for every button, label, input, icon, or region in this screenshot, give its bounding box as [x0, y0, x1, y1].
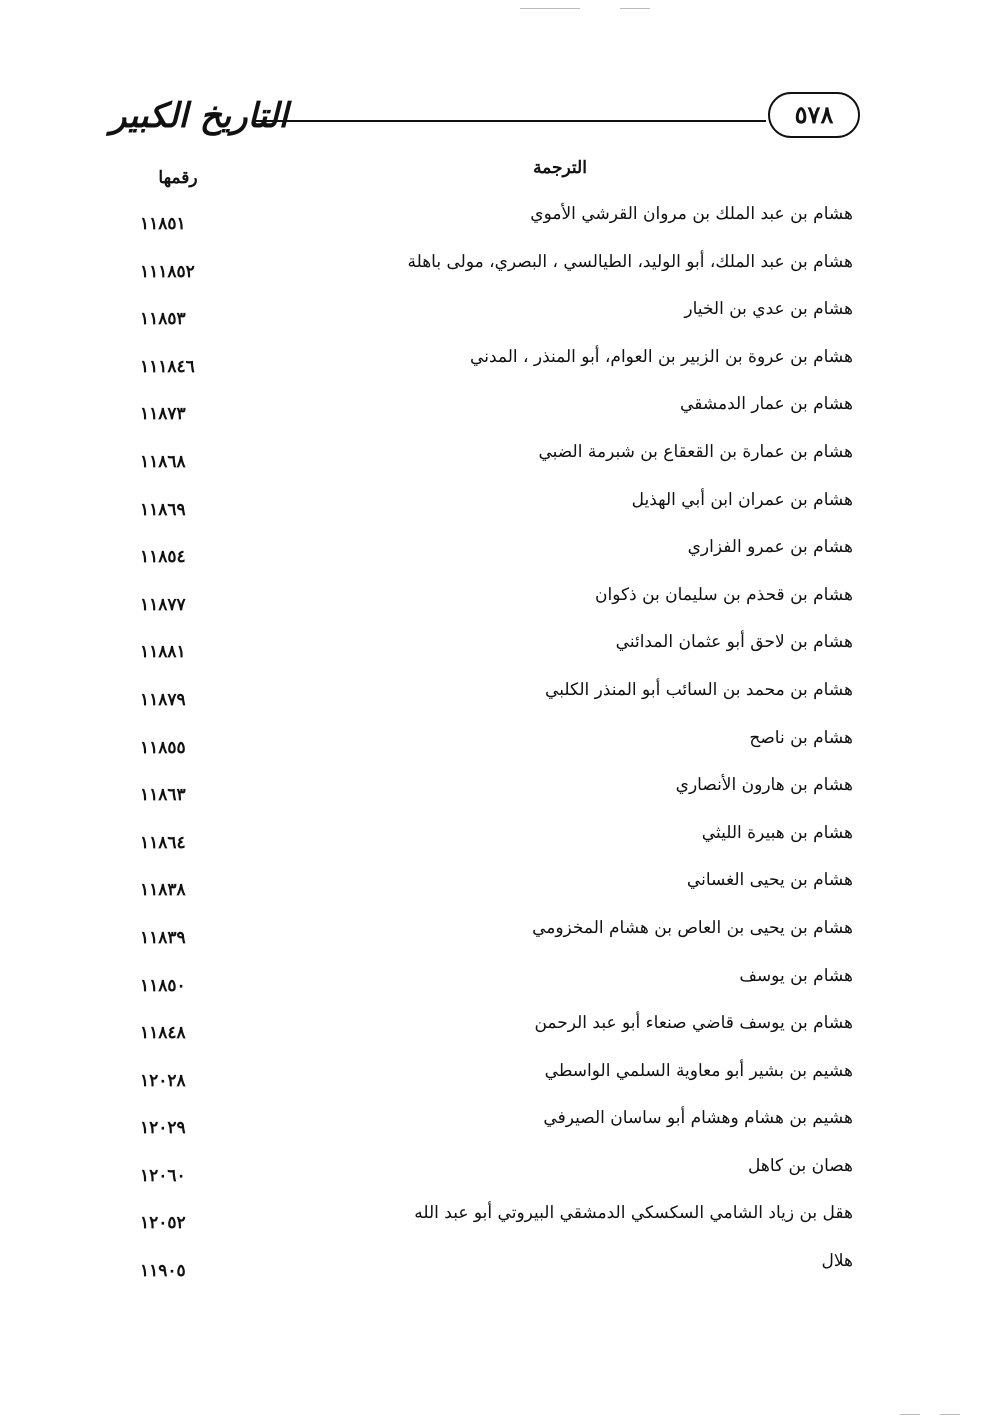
entry-name: هشام بن عمار الدمشقي — [680, 394, 853, 415]
index-entry-row — [0, 676, 988, 724]
entry-name: هصان بن كاهل — [748, 1155, 853, 1176]
entry-name: هشام بن عبد الملك، أبو الوليد، الطيالسي ، البصري، مولى باهلة — [407, 251, 853, 272]
header-rule — [252, 120, 766, 122]
entry-number: ١١٨٦٩ — [140, 499, 186, 520]
index-entry-row — [0, 390, 988, 438]
index-entry-row — [0, 819, 988, 867]
entry-name: هشام بن ناصح — [749, 727, 853, 748]
entry-name: هشام بن هارون الأنصاري — [675, 775, 853, 796]
scan-mark-top — [520, 8, 580, 9]
entry-name: هشام بن يوسف قاضي صنعاء أبو عبد الرحمن — [534, 1013, 853, 1034]
index-entry-row — [0, 1104, 988, 1152]
entry-number: ١١٨٥١ — [140, 214, 186, 234]
page-header — [100, 86, 860, 146]
entry-number: ١١٨٧٩ — [140, 689, 186, 710]
entry-name: هشام بن هبيرة الليثي — [701, 822, 853, 843]
entry-name: هشام بن عمران ابن أبي الهذيل — [631, 489, 853, 510]
entry-number: ١١٨٣٨ — [140, 880, 186, 901]
index-entry-row — [0, 533, 988, 581]
index-entries-list — [0, 200, 988, 1295]
index-entry-row — [0, 1199, 988, 1247]
entry-name: هشام بن عدي بن الخيار — [684, 299, 853, 320]
entry-name: هشام بن عمارة بن القعقاع بن شبرمة الضبي — [538, 441, 853, 462]
index-entry-row — [0, 343, 988, 391]
index-entry-row — [0, 866, 988, 914]
entry-number: ١١٨٥٠ — [140, 975, 186, 996]
entry-number: ١١٨٥٥ — [140, 737, 186, 758]
entry-number: ١١١٨٥٢ — [140, 261, 195, 282]
entry-name: هشام بن لاحق أبو عثمان المدائني — [615, 632, 853, 653]
entry-name: هشام بن عروة بن الزبير بن العوام، أبو المنذر ، المدني — [470, 346, 853, 367]
entry-number: ١١٨٦٤ — [140, 832, 186, 853]
entry-name: هشام بن يحيى بن العاص بن هشام المخزومي — [532, 917, 853, 938]
entry-number: ١١٨٨١ — [140, 642, 186, 663]
column-header-name: الترجمة — [533, 158, 587, 178]
index-entry-row — [0, 724, 988, 772]
entry-name: هشام بن عمرو الفزاري — [687, 537, 853, 558]
entry-number: ١١٩٠٥ — [140, 1261, 186, 1282]
entry-name: هشام بن عبد الملك بن مروان القرشي الأموي — [530, 204, 853, 224]
index-entry-row — [0, 438, 988, 486]
scan-mark-bottom-2 — [940, 1414, 960, 1415]
entry-name: هقل بن زياد الشامي السكسكي الدمشقي البيروتي أبو عبد الله — [414, 1203, 853, 1224]
entry-number: ١١٨٣٩ — [140, 927, 186, 948]
entry-number: ١٢٠٢٨ — [140, 1070, 186, 1091]
scan-mark-top-2 — [620, 8, 650, 9]
entry-name: هشام بن قحذم بن سليمان بن ذكوان — [595, 584, 853, 605]
page-number-badge: ٥٧٨ — [768, 92, 860, 138]
entry-number: ١١٨٦٨ — [140, 451, 186, 472]
index-entry-row — [0, 1247, 988, 1295]
index-entry-row — [0, 1057, 988, 1105]
index-entry-row — [0, 248, 988, 296]
index-entry-row — [0, 486, 988, 534]
index-entry-row — [0, 962, 988, 1010]
entry-number: ١٢٠٦٠ — [140, 1165, 186, 1186]
entry-name: هلال — [821, 1251, 853, 1272]
index-entry-row — [0, 914, 988, 962]
entry-number: ١١٨٦٣ — [140, 785, 186, 806]
entry-name: هشام بن يحيى الغساني — [686, 870, 853, 891]
column-header-number: رقمها — [158, 168, 198, 188]
index-entry-row — [0, 581, 988, 629]
entry-number: ١١٨٥٤ — [140, 547, 186, 568]
index-entry-row — [0, 295, 988, 343]
entry-name: هشيم بن بشير أبو معاوية السلمي الواسطي — [544, 1060, 853, 1081]
entry-number: ١١١٨٤٦ — [140, 356, 195, 377]
entry-number: ١٢٠٢٩ — [140, 1118, 186, 1139]
entry-number: ١١٨٧٣ — [140, 404, 186, 425]
entry-number: ١١٨٤٨ — [140, 1023, 186, 1044]
scan-mark-bottom — [900, 1414, 920, 1415]
index-entry-row — [0, 771, 988, 819]
entry-name: هشام بن محمد بن السائب أبو المنذر الكلبي — [545, 679, 853, 700]
index-entry-row — [0, 1009, 988, 1057]
index-entry-row — [0, 1152, 988, 1200]
entry-number: ١١٨٧٧ — [140, 594, 186, 615]
book-title: التاريخ الكبير — [110, 96, 288, 136]
index-entry-row — [0, 628, 988, 676]
entry-number: ١١٨٥٣ — [140, 309, 186, 330]
entry-number: ١٢٠٥٢ — [140, 1213, 186, 1234]
index-entry-row — [0, 200, 988, 248]
entry-name: هشيم بن هشام وهشام أبو ساسان الصيرفي — [543, 1108, 853, 1129]
entry-name: هشام بن يوسف — [739, 965, 853, 986]
